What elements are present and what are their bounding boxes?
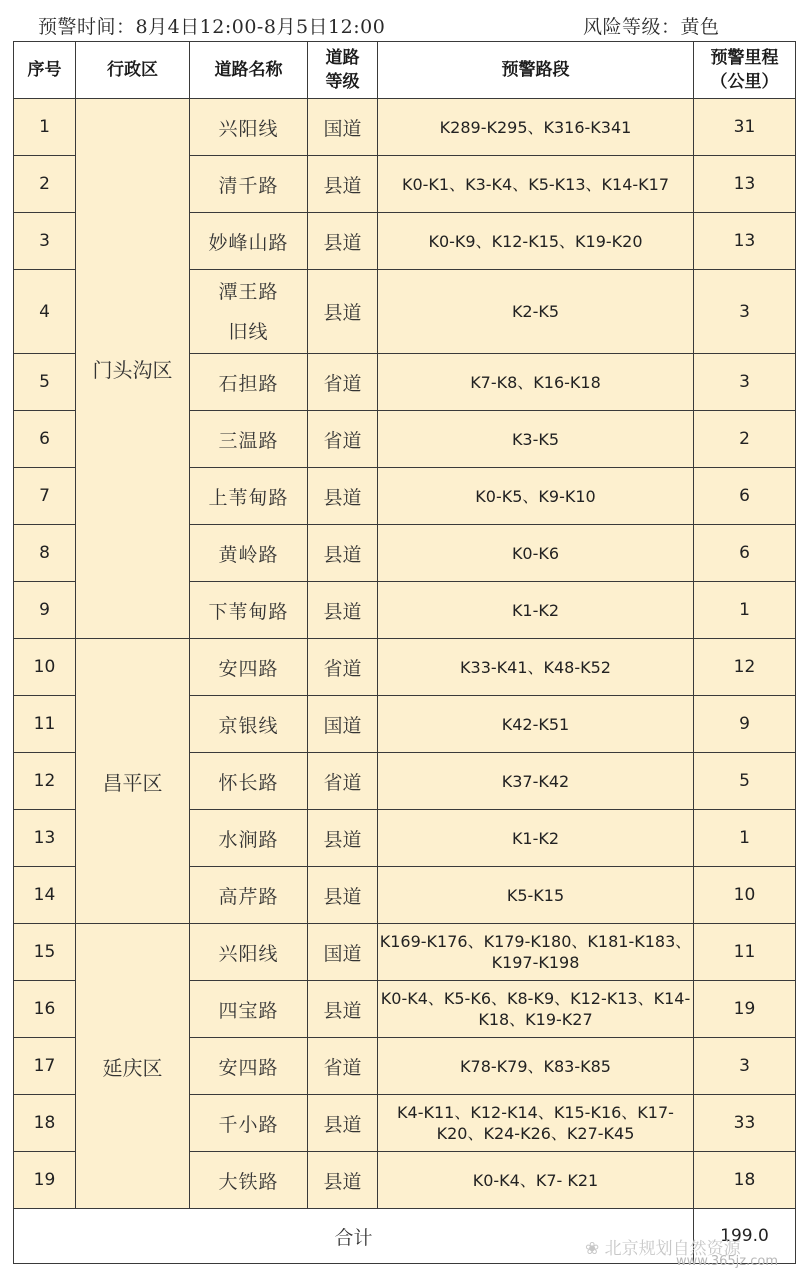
cell-mileage: 13 xyxy=(694,156,796,213)
cell-mileage: 5 xyxy=(694,753,796,810)
cell-road-name: 四宝路 xyxy=(190,981,308,1038)
cell-mileage: 19 xyxy=(694,981,796,1038)
cell-seq: 10 xyxy=(14,639,76,696)
cell-road-name: 京银线 xyxy=(190,696,308,753)
cell-mileage: 1 xyxy=(694,810,796,867)
col-header-seq: 序号 xyxy=(14,42,76,99)
cell-road-name: 兴阳线 xyxy=(190,99,308,156)
cell-segments: K78-K79、K83-K85 xyxy=(378,1038,694,1095)
cell-road-name: 黄岭路 xyxy=(190,525,308,582)
total-label: 合计 xyxy=(14,1209,694,1264)
col-header-mileage: 预警里程（公里） xyxy=(694,42,796,99)
cell-road-grade: 县道 xyxy=(308,270,378,354)
warning-time: 预警时间：8月4日12:00-8月5日12:00 xyxy=(38,16,386,38)
cell-district: 昌平区 xyxy=(76,639,190,924)
cell-road-grade: 省道 xyxy=(308,753,378,810)
cell-segments: K2-K5 xyxy=(378,270,694,354)
cell-mileage: 18 xyxy=(694,1152,796,1209)
total-value: 199.0 xyxy=(694,1209,796,1264)
col-header-district: 行政区 xyxy=(76,42,190,99)
cell-road-name: 安四路 xyxy=(190,1038,308,1095)
cell-road-name: 三温路 xyxy=(190,411,308,468)
cell-seq: 11 xyxy=(14,696,76,753)
cell-segments: K33-K41、K48-K52 xyxy=(378,639,694,696)
cell-seq: 5 xyxy=(14,354,76,411)
cell-road-grade: 县道 xyxy=(308,1152,378,1209)
cell-mileage: 9 xyxy=(694,696,796,753)
cell-mileage: 12 xyxy=(694,639,796,696)
cell-segments: K3-K5 xyxy=(378,411,694,468)
cell-mileage: 3 xyxy=(694,270,796,354)
cell-segments: K0-K1、K3-K4、K5-K13、K14-K17 xyxy=(378,156,694,213)
cell-road-grade: 省道 xyxy=(308,354,378,411)
cell-mileage: 2 xyxy=(694,411,796,468)
warning-road-table xyxy=(13,41,796,1264)
cell-seq: 15 xyxy=(14,924,76,981)
cell-mileage: 1 xyxy=(694,582,796,639)
table-header-row xyxy=(14,42,796,99)
cell-road-grade: 县道 xyxy=(308,1095,378,1152)
cell-road-name: 水涧路 xyxy=(190,810,308,867)
cell-road-name: 安四路 xyxy=(190,639,308,696)
cell-mileage: 6 xyxy=(694,525,796,582)
cell-segments: K0-K4、K7- K21 xyxy=(378,1152,694,1209)
cell-segments: K1-K2 xyxy=(378,810,694,867)
col-header-road-name: 道路名称 xyxy=(190,42,308,99)
cell-mileage: 3 xyxy=(694,1038,796,1095)
cell-road-grade: 县道 xyxy=(308,981,378,1038)
table-row xyxy=(14,924,796,981)
cell-seq: 19 xyxy=(14,1152,76,1209)
cell-road-name: 兴阳线 xyxy=(190,924,308,981)
cell-segments: K7-K8、K16-K18 xyxy=(378,354,694,411)
cell-road-name: 怀长路 xyxy=(190,753,308,810)
cell-district: 延庆区 xyxy=(76,924,190,1209)
cell-seq: 16 xyxy=(14,981,76,1038)
col-header-segments: 预警路段 xyxy=(378,42,694,99)
cell-road-grade: 省道 xyxy=(308,639,378,696)
cell-segments: K5-K15 xyxy=(378,867,694,924)
cell-road-name: 潭王路旧线 xyxy=(190,270,308,354)
cell-road-name: 下苇甸路 xyxy=(190,582,308,639)
cell-seq: 3 xyxy=(14,213,76,270)
cell-road-name: 石担路 xyxy=(190,354,308,411)
cell-segments: K169-K176、K179-K180、K181-K183、K197-K198 xyxy=(378,924,694,981)
cell-seq: 14 xyxy=(14,867,76,924)
cell-segments: K0-K6 xyxy=(378,525,694,582)
cell-segments: K0-K9、K12-K15、K19-K20 xyxy=(378,213,694,270)
cell-seq: 17 xyxy=(14,1038,76,1095)
cell-seq: 7 xyxy=(14,468,76,525)
cell-segments: K42-K51 xyxy=(378,696,694,753)
cell-road-grade: 县道 xyxy=(308,867,378,924)
cell-road-name: 上苇甸路 xyxy=(190,468,308,525)
cell-seq: 2 xyxy=(14,156,76,213)
cell-road-name: 高芹路 xyxy=(190,867,308,924)
cell-road-grade: 县道 xyxy=(308,525,378,582)
cell-mileage: 13 xyxy=(694,213,796,270)
cell-road-grade: 县道 xyxy=(308,468,378,525)
page-header xyxy=(0,12,810,38)
cell-road-name: 妙峰山路 xyxy=(190,213,308,270)
cell-seq: 12 xyxy=(14,753,76,810)
cell-segments: K0-K5、K9-K10 xyxy=(378,468,694,525)
cell-road-grade: 县道 xyxy=(308,582,378,639)
cell-road-grade: 国道 xyxy=(308,924,378,981)
cell-seq: 9 xyxy=(14,582,76,639)
cell-road-name: 清千路 xyxy=(190,156,308,213)
cell-segments: K0-K4、K5-K6、K8-K9、K12-K13、K14-K18、K19-K27 xyxy=(378,981,694,1038)
cell-road-grade: 国道 xyxy=(308,99,378,156)
cell-seq: 4 xyxy=(14,270,76,354)
cell-segments: K1-K2 xyxy=(378,582,694,639)
table-row xyxy=(14,639,796,696)
cell-road-grade: 县道 xyxy=(308,810,378,867)
cell-segments: K4-K11、K12-K14、K15-K16、K17-K20、K24-K26、K27-K45 xyxy=(378,1095,694,1152)
risk-level: 风险等级：黄色 xyxy=(583,16,720,38)
watermark: ❀ 北京规划自然资源 xyxy=(585,1239,741,1259)
col-header-road-grade: 道路等级 xyxy=(308,42,378,99)
cell-mileage: 33 xyxy=(694,1095,796,1152)
cell-road-grade: 省道 xyxy=(308,1038,378,1095)
cell-road-grade: 县道 xyxy=(308,213,378,270)
cell-seq: 6 xyxy=(14,411,76,468)
watermark-site: www.365jz.com xyxy=(676,1254,778,1269)
cell-road-name: 大铁路 xyxy=(190,1152,308,1209)
cell-road-grade: 县道 xyxy=(308,156,378,213)
cell-road-grade: 省道 xyxy=(308,411,378,468)
table-row xyxy=(14,99,796,156)
cell-road-grade: 国道 xyxy=(308,696,378,753)
cell-seq: 1 xyxy=(14,99,76,156)
cell-mileage: 31 xyxy=(694,99,796,156)
cell-mileage: 10 xyxy=(694,867,796,924)
cell-mileage: 3 xyxy=(694,354,796,411)
cell-seq: 13 xyxy=(14,810,76,867)
cell-segments: K37-K42 xyxy=(378,753,694,810)
cell-seq: 18 xyxy=(14,1095,76,1152)
cell-district: 门头沟区 xyxy=(76,99,190,639)
cell-mileage: 6 xyxy=(694,468,796,525)
cell-seq: 8 xyxy=(14,525,76,582)
cell-mileage: 11 xyxy=(694,924,796,981)
cell-segments: K289-K295、K316-K341 xyxy=(378,99,694,156)
cell-road-name: 千小路 xyxy=(190,1095,308,1152)
